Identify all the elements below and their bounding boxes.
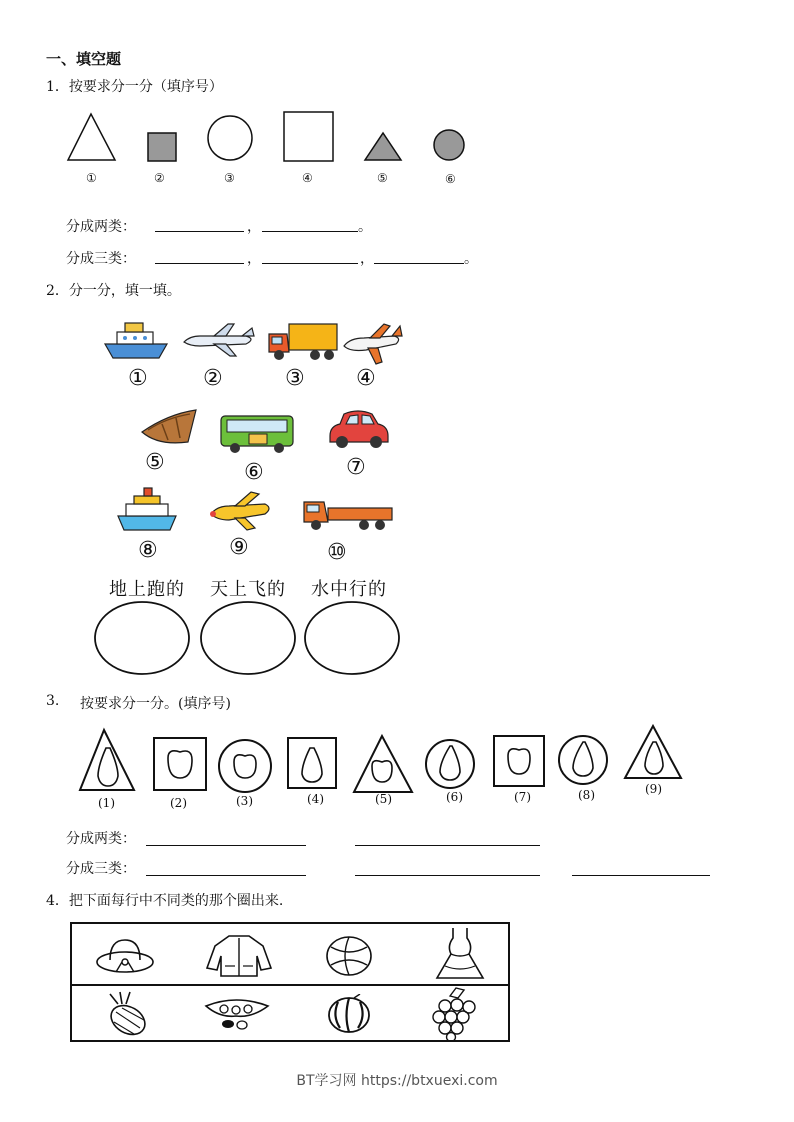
small-gray-triangle-shape xyxy=(365,133,401,160)
q3-three-blank-3[interactable] xyxy=(572,875,710,876)
q1-label-1: ① xyxy=(86,171,97,185)
q1-two-blank-1[interactable] xyxy=(155,231,244,232)
q3-figures xyxy=(78,722,688,798)
dump-truck-icon xyxy=(302,492,394,532)
q3-label-5: (5) xyxy=(375,792,392,806)
yellow-plane-icon xyxy=(207,488,273,532)
q2-label-6: ⑥ xyxy=(244,460,264,485)
q2-label-2: ② xyxy=(203,366,223,391)
q1-two-blank-2[interactable] xyxy=(262,231,358,232)
q1-comma: ， xyxy=(247,219,261,235)
grapes-icon[interactable] xyxy=(430,986,480,1042)
q3-three-blank-2[interactable] xyxy=(355,875,540,876)
q3-two-blank-2[interactable] xyxy=(355,845,540,846)
jacket-icon[interactable] xyxy=(205,932,273,978)
bus-icon xyxy=(219,412,295,454)
q1-two-classes-label: 分成两类： xyxy=(66,219,136,235)
small-gray-circle-shape xyxy=(434,130,464,160)
car-icon xyxy=(326,406,392,450)
steamship-icon xyxy=(116,486,178,532)
q3-three-classes-label: 分成三类： xyxy=(66,861,136,877)
truck-icon xyxy=(267,320,339,362)
square-outline-shape xyxy=(284,112,333,161)
answer-ovals xyxy=(90,600,406,678)
q1-three-blank-3[interactable] xyxy=(374,263,464,264)
q3-label-7: (7) xyxy=(514,790,531,804)
q3-label-8: (8) xyxy=(578,788,595,802)
triangle-outline-shape xyxy=(68,114,115,160)
q1-label-3: ③ xyxy=(224,171,235,185)
q2-label-10: ⑩ xyxy=(327,540,347,565)
rowboat-icon xyxy=(138,402,198,448)
q2-label-4: ④ xyxy=(356,366,376,391)
question-1-title: 1．按要求分一分（填序号） xyxy=(46,79,223,95)
q2-label-3: ③ xyxy=(285,366,305,391)
category-water: 水中行的 xyxy=(311,579,387,600)
ball-icon[interactable] xyxy=(325,935,373,977)
q2-label-9: ⑨ xyxy=(229,535,249,560)
oval-ground xyxy=(95,602,189,674)
pineapple-icon[interactable] xyxy=(100,990,152,1036)
q1-period: 。 xyxy=(358,219,372,235)
question-3-number: 3. xyxy=(46,693,60,709)
q1-three-classes-label: 分成三类： xyxy=(66,251,136,267)
q1-label-5: ⑤ xyxy=(377,171,388,185)
q3-three-blank-1[interactable] xyxy=(146,875,306,876)
q2-label-5: ⑤ xyxy=(145,450,165,475)
q1-comma: ， xyxy=(247,251,261,267)
q1-three-blank-2[interactable] xyxy=(262,263,358,264)
q2-label-1: ① xyxy=(128,366,148,391)
q1-comma: ， xyxy=(360,251,374,267)
oval-sky xyxy=(201,602,295,674)
q1-shapes xyxy=(60,105,480,170)
question-4-title: 4．把下面每行中不同类的那个圈出来. xyxy=(46,893,284,909)
q3-label-9: (9) xyxy=(645,782,662,796)
q3-label-2: (2) xyxy=(170,796,187,810)
footer-watermark: BT学习网 https://btxuexi.com xyxy=(296,1073,498,1089)
q1-period: 。 xyxy=(464,251,478,267)
small-gray-square-shape xyxy=(148,133,176,161)
section-title: 一、填空题 xyxy=(46,50,122,68)
q3-two-blank-1[interactable] xyxy=(146,845,306,846)
q3-label-4: (4) xyxy=(307,792,324,806)
dress-icon[interactable] xyxy=(433,926,487,982)
oval-water xyxy=(305,602,399,674)
q2-label-7: ⑦ xyxy=(346,455,366,480)
q1-label-4: ④ xyxy=(302,171,313,185)
question-3-title: 按要求分一分。(填序号) xyxy=(80,696,231,712)
q1-label-2: ② xyxy=(154,171,165,185)
airplane-icon xyxy=(180,322,258,358)
watermelon-icon[interactable] xyxy=(326,994,372,1034)
category-sky: 天上飞的 xyxy=(210,579,286,600)
peas-icon[interactable] xyxy=(202,996,272,1032)
q3-two-classes-label: 分成两类： xyxy=(66,831,136,847)
q3-label-6: (6) xyxy=(446,790,463,804)
q1-label-6: ⑥ xyxy=(445,172,456,186)
category-ground: 地上跑的 xyxy=(109,579,185,600)
q3-label-3: (3) xyxy=(236,794,253,808)
circle-outline-shape xyxy=(208,116,252,160)
jet-plane-icon xyxy=(340,320,404,366)
q2-label-8: ⑧ xyxy=(138,538,158,563)
q1-three-blank-1[interactable] xyxy=(155,263,244,264)
q3-label-1: (1) xyxy=(98,796,115,810)
question-2-title: 2．分一分，填一填。 xyxy=(46,283,181,299)
ship-icon xyxy=(103,318,169,360)
hat-icon[interactable] xyxy=(94,932,156,976)
